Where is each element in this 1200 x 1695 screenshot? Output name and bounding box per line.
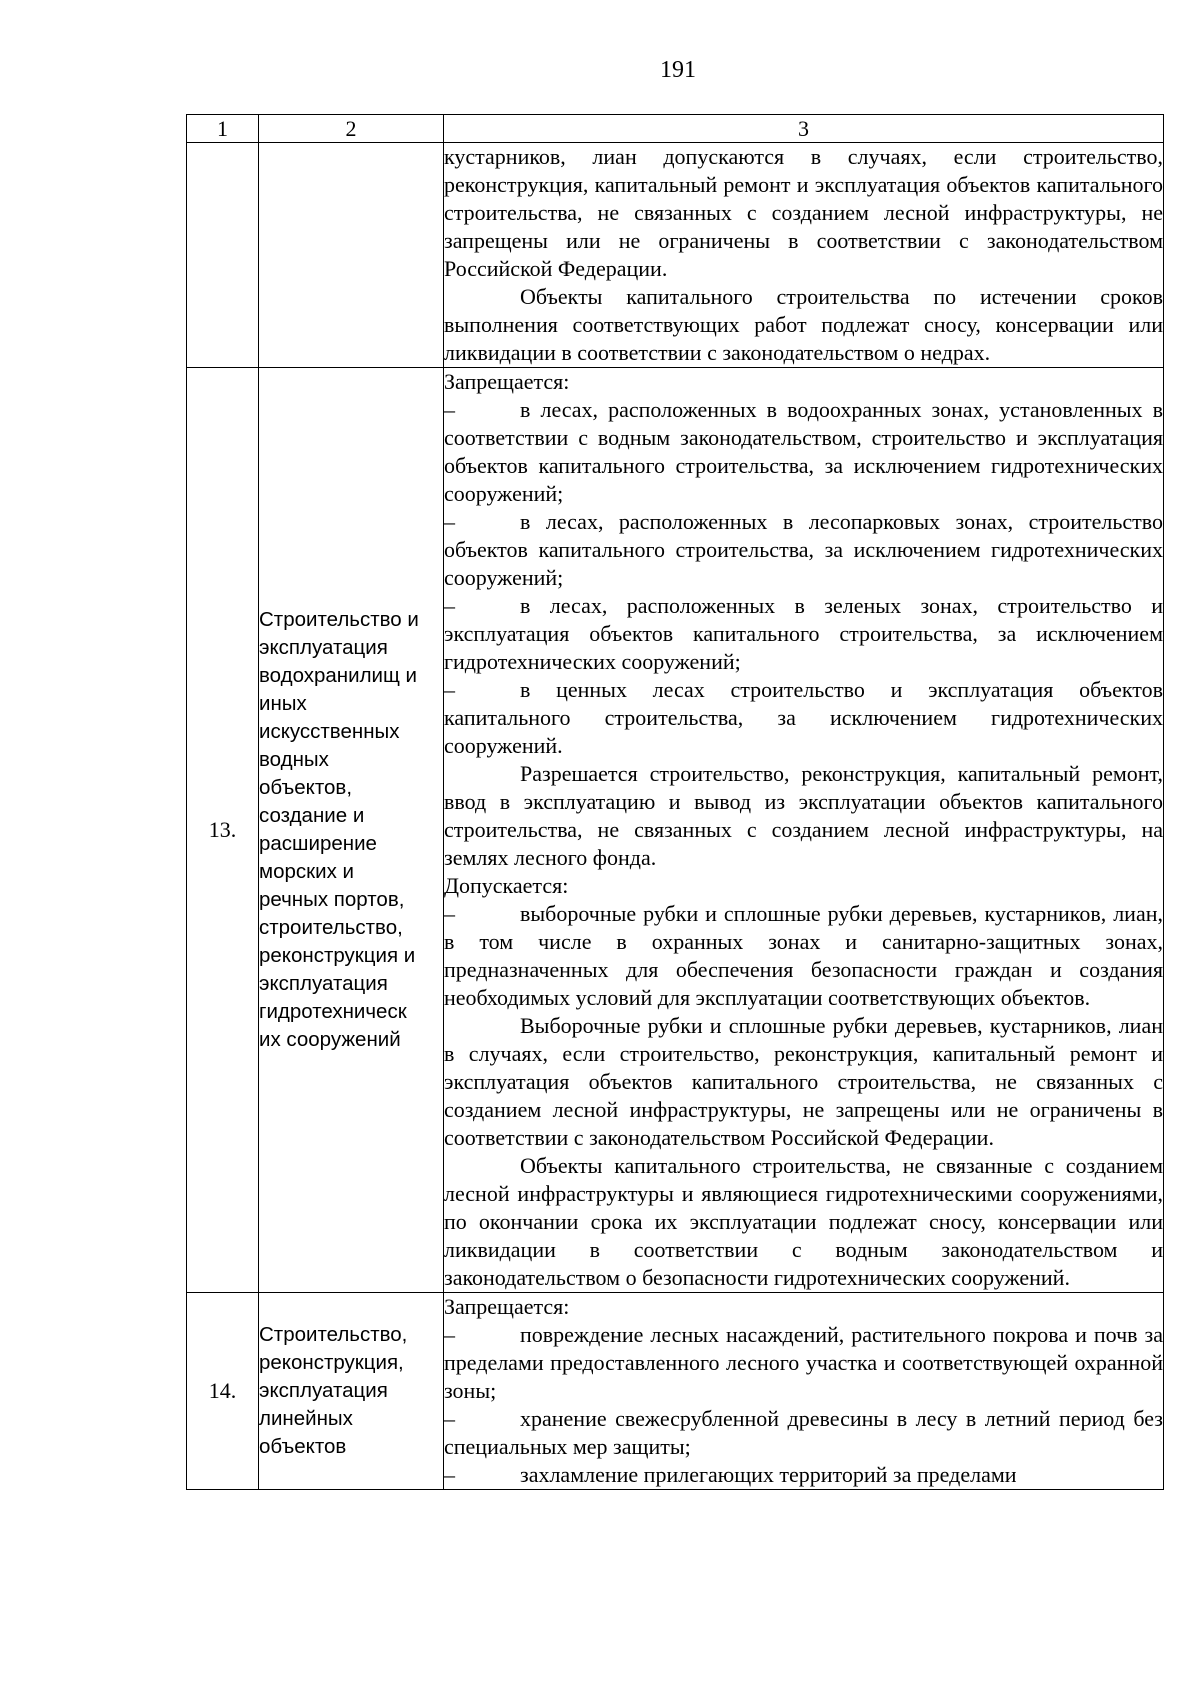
row-number-13: 13. (187, 368, 259, 1293)
activity-line: искусственных (259, 720, 400, 743)
row-number-14: 14. (187, 1293, 259, 1490)
paragraph: Выборочные рубки и сплошные рубки деревьев, кустарников, лиан в случаях, если строительство, реконструкция, капитальный ремонт и эксплуатация объектов капитального строительства, не связанных с созданием лесной инфраструктуры, не запрещены или не ограничены в соответствии с законодательством Российской Федерации. (444, 1013, 1163, 1150)
bullet-text: захламление прилегающих территорий за пределами (520, 1462, 1017, 1487)
table-row-continued (187, 143, 1164, 368)
activity-line: водохранилищ и (259, 664, 417, 687)
activity-line: реконструкция и (259, 944, 416, 967)
activity-line: их сооружений (259, 1028, 401, 1051)
bullet-text: в лесах, расположенных в лесопарковых зонах, строительство объектов капитального строительства, за исключением гидротехнических сооружений; (444, 509, 1163, 590)
bullet-text: в лесах, расположенных в зеленых зонах, строительство и эксплуатация объектов капитального строительства, за исключением гидротехнических сооружений; (444, 593, 1163, 674)
row-number-cell (187, 143, 259, 368)
dash-marker: – (444, 397, 455, 422)
activity-cell-14 (259, 1293, 444, 1490)
activity-line: эксплуатация (259, 1379, 388, 1402)
paragraph: Объекты капитального строительства, не связанные с созданием лесной инфраструктуры и являющиеся гидротехническими сооружениями, по окончании срока их эксплуатации подлежат сносу, консервации или ликвидации в соответствии с водным законодательством и законодательством о безопасности гидротехнических сооружений. (444, 1153, 1163, 1290)
header-col-2: 2 (259, 115, 444, 143)
activity-line: эксплуатация (259, 972, 388, 995)
dash-marker: – (444, 593, 455, 618)
requirements-cell (444, 143, 1164, 368)
activity-line: создание и (259, 804, 365, 827)
table-row-14 (187, 1293, 1164, 1490)
activity-cell-13 (259, 368, 444, 1293)
activity-cell (259, 143, 444, 368)
activity-line: морских и (259, 860, 354, 883)
section-label: Запрещается: (444, 1294, 570, 1319)
dash-marker: – (444, 1322, 455, 1347)
page-number: 191 (660, 57, 696, 83)
dash-marker: – (444, 1462, 455, 1487)
section-label: Запрещается: (444, 369, 570, 394)
activity-line: реконструкция, (259, 1351, 404, 1374)
requirements-cell-13 (444, 368, 1164, 1293)
bullet-item (444, 508, 1163, 592)
bullet-item (444, 1405, 1163, 1461)
bullet-text: хранение свежесрубленной древесины в лесу в летний период без специальных мер защиты; (444, 1406, 1163, 1459)
bullet-text: в лесах, расположенных в водоохранных зонах, установленных в соответствии с водным законодательством, строительство и эксплуатация объектов капитального строительства, за исключением гидротехнических сооружений; (444, 397, 1163, 506)
table-row-13 (187, 368, 1164, 1293)
bullet-text: выборочные рубки и сплошные рубки деревьев, кустарников, лиан, в том числе в охранных зонах и санитарно-защитных зонах, предназначенных для обеспечения безопасности граждан и создания необходимых условий для эксплуатации соответствующих объектов. (444, 901, 1163, 1010)
activity-line: объектов, (259, 776, 353, 799)
bullet-item (444, 1321, 1163, 1405)
header-col-3: 3 (444, 115, 1164, 143)
dash-marker: – (444, 901, 455, 926)
activity-line: расширение (259, 832, 377, 855)
dash-marker: – (444, 509, 455, 534)
dash-marker: – (444, 677, 455, 702)
activity-line: эксплуатация (259, 636, 388, 659)
activity-line: гидротехническ (259, 1000, 407, 1023)
table-header-row (187, 115, 1164, 143)
bullet-item (444, 900, 1163, 1012)
activity-line: речных портов, (259, 888, 405, 911)
activity-line: строительство, (259, 916, 403, 939)
section-label: Допускается: (444, 873, 569, 898)
activity-line: Строительство и (259, 608, 419, 631)
requirements-cell-14 (444, 1293, 1164, 1490)
activity-line: водных (259, 748, 329, 771)
paragraph: кустарников, лиан допускаются в случаях, если строительство, реконструкция, капитальный ремонт и эксплуатация объектов капитального строительства, не связанных с созданием лесной инфраструктуры, не запрещены или не ограничены в соответствии с законодательством Российской Федерации. (444, 144, 1163, 281)
header-col-1: 1 (187, 115, 259, 143)
regulations-table (186, 114, 1164, 1490)
paragraph: Объекты капитального строительства по истечении сроков выполнения соответствующих работ подлежат сносу, консервации или ликвидации в соответствии с законодательством о недрах. (444, 284, 1163, 365)
activity-line: иных (259, 692, 307, 715)
bullet-item (444, 676, 1163, 760)
activity-line: Строительство, (259, 1323, 408, 1346)
dash-marker: – (444, 1406, 455, 1431)
bullet-item (444, 1461, 1163, 1489)
bullet-text: повреждение лесных насаждений, растительного покрова и почв за пределами предоставленного лесного участка и соответствующей охранной зоны; (444, 1322, 1163, 1403)
bullet-item (444, 396, 1163, 508)
bullet-item (444, 592, 1163, 676)
paragraph: Разрешается строительство, реконструкция, капитальный ремонт, ввод в эксплуатацию и вывод из эксплуатации объектов капитального строительства, не связанных с созданием лесной инфраструктуры, на землях лесного фонда. (444, 761, 1163, 870)
activity-line: линейных (259, 1407, 353, 1430)
bullet-text: в ценных лесах строительство и эксплуатация объектов капитального строительства, за исключением гидротехнических сооружений. (444, 677, 1163, 758)
activity-line: объектов (259, 1435, 347, 1458)
